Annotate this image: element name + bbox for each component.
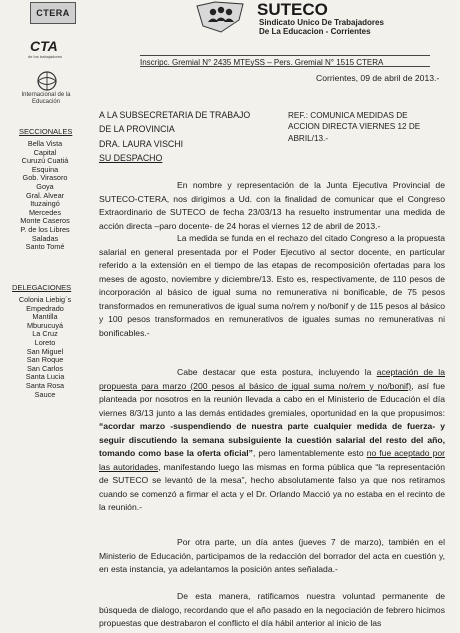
paragraph-2-text: La medida se funda en el rechazo del citado Congreso a la propuesta salarial en general presentada por el Poder Ejecutivo al sector docente, en particular referido a la extensión en el tiempo de las etapas de recomposición ofertadas para los meses de agosto, noviembre y diciembre/13. Esto es, respectivamente, de 110 pesos de incorporación al básico de igual suma no remunerativa ni bonificable, de 75 pesos transformados en remunerativos de igual suma no/rem y no/bonif y de 115 pesos al básico y 100 pesos transformados en remunerativos de iguales sumas no remunerativas ni bonificables.- — [99, 233, 445, 338]
paragraph-1 — [99, 179, 445, 233]
paragraph-3 — [99, 366, 445, 515]
addressee-block — [99, 108, 250, 165]
list-item: Sauce — [34, 389, 56, 399]
paragraph-3-text-a: Cabe destacar que esta postura, incluyendo la — [177, 367, 377, 377]
list-item: Loreto — [34, 337, 56, 347]
list-item: Colonia Liebig´s — [18, 295, 72, 304]
addressee-line: DE LA PROVINCIA — [99, 124, 175, 135]
paragraph-3-text-b: , así fue planteada por nosotros en la reunión llevada a cabo en el Ministerio de Educación el día viernes 8/3/13 junto a las demás entidades gremiales, oportunidad en la que propusimos: — [99, 380, 445, 418]
list-item: P. de los Libres — [20, 224, 70, 234]
reference-line: REF.: COMUNICA MEDIDAS DE — [288, 111, 408, 120]
org-subtitle — [259, 18, 384, 36]
list-item: Curuzú Cuatiá — [21, 156, 69, 166]
addressee-line: DRA. LAURA VISCHI — [99, 138, 184, 149]
list-item: Capital — [33, 147, 57, 157]
org-title: SUTECO — [257, 0, 328, 19]
org-subtitle-line-2: De La Educacion - Corrientes — [259, 27, 371, 36]
letter-date: Corrientes, 09 de abril de 2013.- — [316, 73, 440, 83]
suteco-emblem-icon — [193, 0, 247, 34]
addressee-line: SU DESPACHO — [99, 152, 163, 163]
paragraph-3-underline-1: aceptación de la propuesta para marzo (200 pesos al básico de igual suma no/rem y no/bonif) — [99, 367, 445, 391]
ie-globe-icon — [33, 70, 61, 92]
list-item: San Roque — [26, 355, 64, 365]
reference-line: ABRIL/13.- — [288, 133, 329, 143]
list-item: Bella Vista — [27, 139, 63, 148]
list-item: Mburucuyá — [26, 320, 64, 330]
seccionales-heading: SECCIONALES — [19, 127, 73, 136]
header-rule-top — [140, 55, 430, 56]
addressee-line: A LA SUBSECRETARIA DE TRABAJO — [99, 110, 251, 120]
list-item: Mercedes — [28, 207, 62, 217]
list-item: Mantilla — [32, 312, 58, 322]
list-item: Gral. Alvear — [25, 190, 65, 200]
paragraph-3-bold-quote: “acordar marzo -suspendiendo de nuestra parte cualquier medida de fuerza- y seguir discutiendo la semana subsiguiente la cuestión salarial del resto del año, tomando como base la oferta oficial” — [99, 421, 445, 458]
ctera-logo: CTERA — [30, 2, 76, 24]
list-item: Saladas — [31, 233, 59, 243]
paragraph-5-text: De esta manera, ratificamos nuestra voluntad permanente de búsqueda de dialogo, recordando que el año pasado en la negociación de febrero hicimos propuestas que destrabaron el conflicto el día hábil anterior al inicio de las — [99, 591, 445, 628]
delegaciones-list — [4, 296, 86, 399]
seccionales-list — [4, 140, 86, 252]
list-item: La Cruz — [32, 329, 58, 339]
paragraph-3-text-c: , pero lamentablemente esto — [252, 448, 367, 458]
cta-logo: CTA — [30, 38, 58, 54]
list-item: Goya — [36, 181, 54, 191]
paragraph-3-text-d: , manifestando luego las mismas en forma pública que “la representación de SUTECO se levantó de la mesa”, hecho absolutamente falso ya que nos retiramos cuando se comenzó a firmar el acta y el Dr. Orlando Macció ya no estaba en el recinto de la reunión.- — [99, 461, 445, 512]
list-item: San Miguel — [26, 346, 64, 356]
paragraph-3-underline-2: no fue aceptado por las autoridades — [99, 448, 446, 472]
registration-line: Inscripc. Gremial N° 2435 MTEySS – Pers. Gremial N° 1515 CTERA — [140, 58, 384, 67]
paragraph-4-text: Por otra parte, un día antes (jueves 7 de marzo), también en el Ministerio de Educación, participamos de la redacción del borrador del acta en cuestión y, en esta instancia, ya adelantamos la posición antes señalada.- — [99, 537, 445, 574]
header-rule-bottom — [140, 66, 430, 67]
paragraph-4 — [99, 536, 445, 577]
delegaciones-heading: DELEGACIONES — [12, 283, 72, 292]
list-item: Gob. Virasoro — [22, 173, 68, 183]
reference-block — [288, 110, 438, 144]
paragraph-2 — [99, 232, 445, 340]
list-item: San Carlos — [26, 363, 64, 373]
list-item: Santo Tomé — [25, 242, 65, 252]
reference-line: ACCION DIRECTA VIERNES 12 DE — [288, 122, 421, 132]
ie-logo-label: Internacional de la Educación — [21, 92, 71, 105]
org-subtitle-line-1: Sindicato Unico De Trabajadores — [259, 18, 384, 27]
list-item: Esquina — [31, 164, 59, 174]
list-item: Santa Lucia — [25, 372, 65, 382]
paragraph-5 — [99, 590, 445, 631]
list-item: Monte Caseros — [20, 216, 70, 226]
cta-logo-subtitle: de los trabajadores — [28, 54, 63, 59]
list-item: Santa Rosa — [25, 380, 65, 390]
paragraph-1-text: En nombre y representación de la Junta Ejecutiva Provincial de SUTECO-CTERA, nos dirigimos a Ud. con la finalidad de comunicar que el Congreso Extraordinario de SUTECO de fecha 23/03/13 ha resuelto instrumentar una medida de acción directa –paro docente- de 24 horas el viernes 12 de abril de 2013.- — [99, 180, 445, 231]
list-item: Ituzaingó — [30, 199, 60, 209]
list-item: Empedrado — [26, 303, 64, 313]
